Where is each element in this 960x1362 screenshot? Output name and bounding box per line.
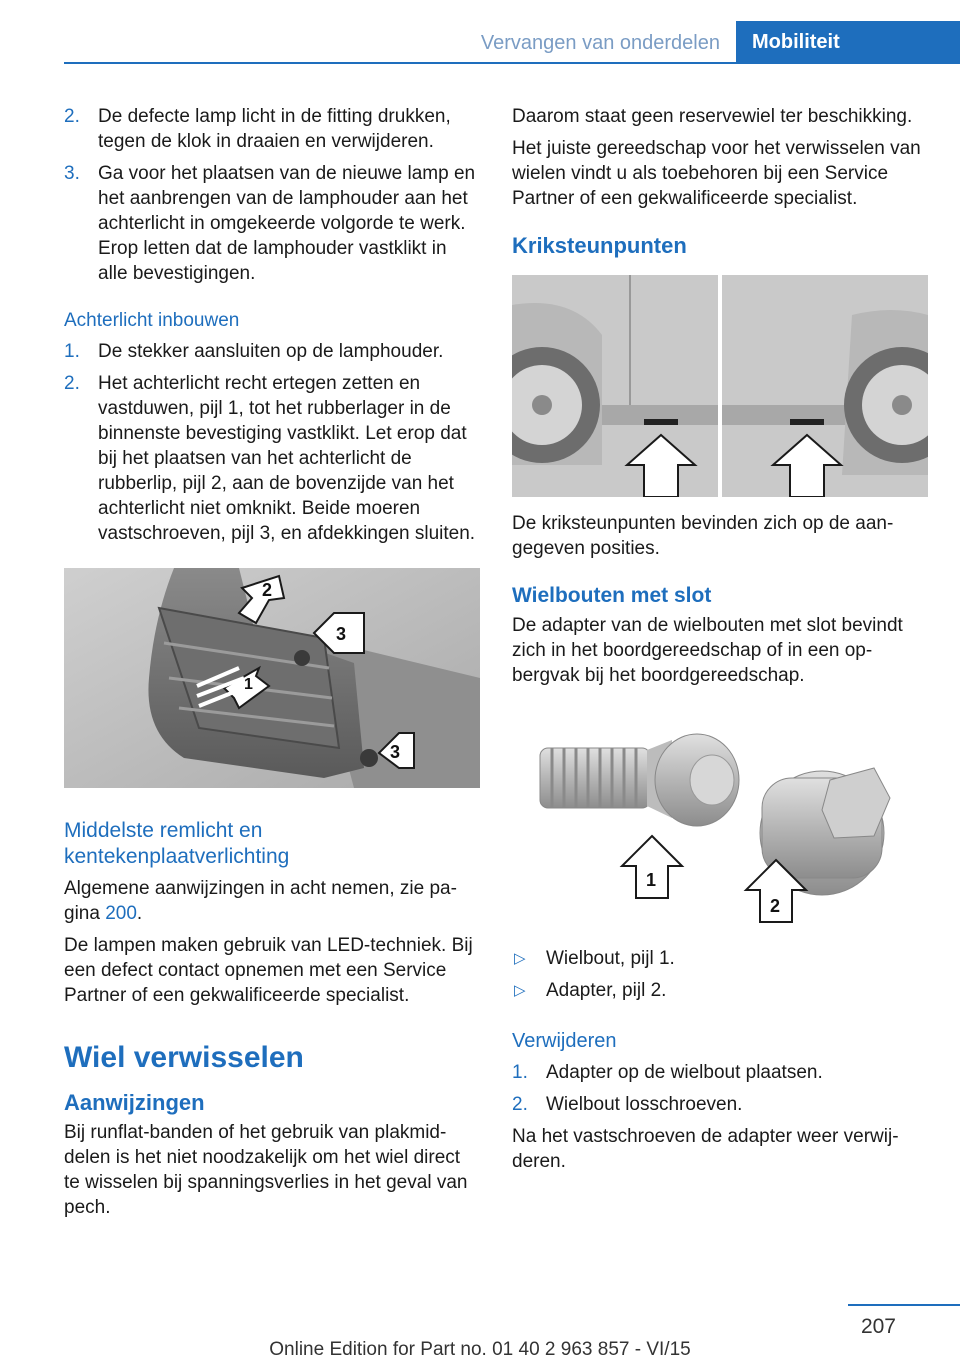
step-text: De stekker aansluiten op de lamphouder. xyxy=(98,341,444,362)
bullet-text: Wielbout, pijl 1. xyxy=(546,948,675,969)
bolt-parts-list xyxy=(512,946,928,1003)
arrow-label: 3 xyxy=(390,742,401,762)
steps-replace-bulb xyxy=(64,104,480,286)
step-text: Ga voor het plaatsen van de nieuwe lamp en het aanbrengen van de lamphouder aan het achterlicht in omgekeerde volgorde te werk. Erop letten dat de lamphouder vastklikt in alle bevestigingen. xyxy=(98,163,476,284)
paragraph xyxy=(64,876,480,926)
heading-remove: Verwijderen xyxy=(512,1030,617,1052)
step-text: Wielbout losschroeven. xyxy=(546,1094,743,1115)
list-item xyxy=(64,161,480,286)
list-item xyxy=(512,1092,928,1117)
step-number: 1. xyxy=(512,1062,528,1083)
paragraph: Daarom staat geen reservewiel ter beschikking. xyxy=(512,106,913,127)
list-item xyxy=(512,978,928,1003)
triangle-bullet-icon: ▷ xyxy=(514,982,526,999)
heading-wheel-change: Wiel verwisselen xyxy=(64,1041,304,1074)
figure-caption: De kriksteunpunten bevinden zich op de aangegeven posities. xyxy=(512,513,894,559)
step-text: Adapter op de wielbout plaatsen. xyxy=(546,1062,823,1083)
paragraph: Na het vastschroeven de adapter weer verwijderen. xyxy=(512,1126,899,1172)
left-column xyxy=(64,104,480,1227)
list-item xyxy=(512,946,928,971)
text: . xyxy=(136,903,143,924)
paragraph: De adapter van de wielbouten met slot bevindt zich in het boordgereedschap of in een opbergvak bij het boordgereedschap. xyxy=(512,615,903,686)
right-column xyxy=(512,104,928,1181)
list-item xyxy=(512,1060,928,1085)
list-item xyxy=(64,339,480,364)
paragraph: Bij runflat-banden of het gebruik van plakmiddelen is het niet noodzakelijk om het wiel direct te wisselen bij spanningsverlies in het geval van pech. xyxy=(64,1122,468,1218)
arrow-label: 1 xyxy=(244,676,253,693)
heading-jack-points: Kriksteunpunten xyxy=(512,233,687,258)
bullet-text: Adapter, pijl 2. xyxy=(546,980,667,1001)
paragraph: De lampen maken gebruik van LED-techniek. Bij een defect contact opnemen met een Service Partner of een gekwalificeerde specialist. xyxy=(64,935,473,1006)
text: Algemene aanwijzingen in acht nemen, zie pagina xyxy=(64,878,457,924)
heading-notes: Aanwijzingen xyxy=(64,1090,205,1115)
step-number: 2. xyxy=(512,1094,528,1115)
chapter-tab: Mobiliteit xyxy=(736,21,960,63)
page-link[interactable]: 200 xyxy=(105,903,137,924)
arrow-label: 2 xyxy=(770,896,781,916)
section-title: Vervangen van onderdelen xyxy=(480,32,720,54)
edition-footer: Online Edition for Part no. 01 40 2 963 857 - VI/15 xyxy=(269,1339,691,1360)
header-rule xyxy=(64,62,960,64)
list-item xyxy=(64,104,480,154)
footer-rule xyxy=(848,1304,960,1306)
taillight-figure xyxy=(64,568,480,788)
arrow-label: 3 xyxy=(336,624,347,644)
list-item xyxy=(64,371,480,546)
page-number: 207 xyxy=(860,1315,896,1338)
triangle-bullet-icon: ▷ xyxy=(514,950,526,967)
steps-install xyxy=(64,339,480,546)
step-number: 2. xyxy=(64,373,80,394)
heading-install: Achterlicht inbouwen xyxy=(64,310,240,331)
wheel-bolt xyxy=(540,734,739,826)
step-text: Het achterlicht recht ertegen zetten en vastduwen, pijl 1, tot het rubberlager in de binnenste bevestiging vastklikt. Let erop dat bij het plaatsen van het achterlicht de rubberlip, pijl 2, aan de bovenzijde van het achterlicht niet omknikt. Beide moeren vastschroeven, pijl 3, en afdekkingen sluiten. xyxy=(98,373,476,544)
step-text: De defecte lamp licht in de fitting drukken, tegen de klok in draaien en verwijderen. xyxy=(98,106,451,152)
arrow-label: 2 xyxy=(262,580,273,600)
step-number: 1. xyxy=(64,341,80,362)
step-number: 3. xyxy=(64,163,80,184)
steps-remove xyxy=(512,1060,928,1117)
heading-middle-light: Middelste remlicht en kentekenplaatverlichting xyxy=(64,819,290,868)
arrow-label: 1 xyxy=(646,870,657,890)
jack-points-figure xyxy=(512,275,928,497)
step-number: 2. xyxy=(64,106,80,127)
heading-lock-bolts: Wielbouten met slot xyxy=(512,584,712,607)
locking-bolt-figure xyxy=(512,718,928,926)
paragraph: Het juiste gereedschap voor het verwisselen van wielen vindt u als toebehoren bij een Service Partner of een gekwalificeerde specialist. xyxy=(512,138,921,209)
